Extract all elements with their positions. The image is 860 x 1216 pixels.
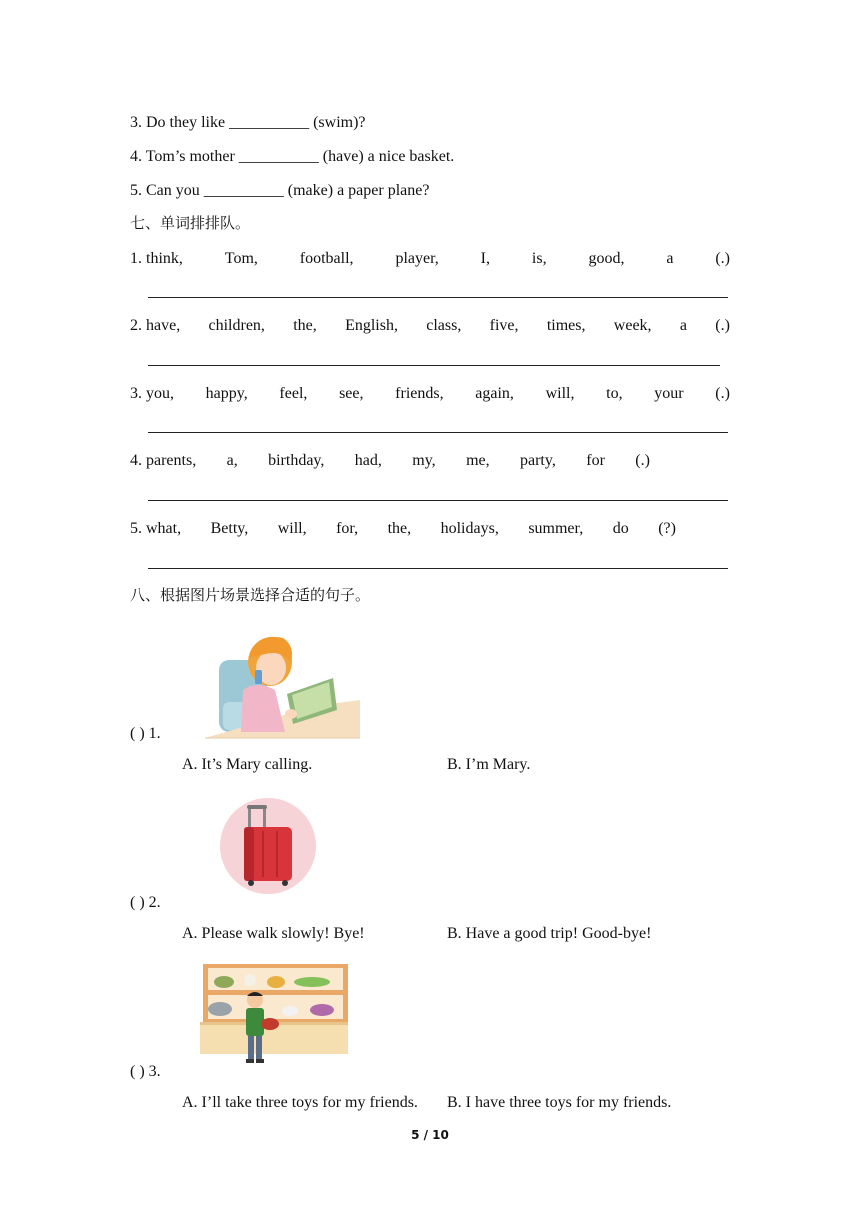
word: (.) [715,317,730,334]
word: 4. parents, [130,452,197,469]
word: to, [606,385,623,402]
word: Tom, [224,250,258,267]
word: again, [475,385,514,402]
word: (.) [715,385,730,402]
word: 1. think, [130,250,183,267]
word: party, [520,452,556,469]
word: football, [299,250,354,267]
word: English, [345,317,398,334]
word-order-item-4 [130,451,650,471]
red-suitcase-illustration [219,797,317,895]
word: will, [277,520,307,537]
word: me, [466,452,490,469]
word: a [666,250,674,267]
question-1-label: ( ) 1. [130,725,161,742]
word-order-item-2 [130,316,730,336]
word: class, [426,317,462,334]
word: birthday, [268,452,325,469]
word: times, [546,317,586,334]
word: see, [339,385,364,402]
word: 2. have, [130,317,181,334]
word: week, [613,317,652,334]
word: your [654,385,684,402]
question-2-label: ( ) 2. [130,894,161,911]
answer-line-3[interactable] [148,432,728,433]
answer-line-2[interactable] [148,365,720,366]
boy-at-toy-shop-illustration [200,962,350,1072]
word: 5. what, [130,520,182,537]
word: a [679,317,687,334]
word: feel, [279,385,308,402]
word-order-item-1 [130,249,730,269]
word: friends, [395,385,444,402]
word: (.) [635,452,650,469]
word: for, [336,520,359,537]
word: the, [293,317,317,334]
answer-line-5[interactable] [148,568,728,569]
word: (.) [715,250,730,267]
q2-option-b[interactable]: B. Have a good trip! Good-bye! [447,925,652,942]
word: the, [387,520,412,537]
question-3-label: ( ) 3. [130,1063,161,1080]
q1-option-a[interactable]: A. It’s Mary calling. [182,756,313,773]
girl-on-phone-illustration [205,632,360,740]
fill-blank-3: 3. Do they like __________ (swim)? [130,114,366,131]
answer-line-1[interactable] [148,297,728,298]
section-7-heading: 七、单词排排队。 [130,214,251,232]
word: for [586,452,605,469]
word: 3. you, [130,385,174,402]
word: is, [531,250,547,267]
fill-blank-4: 4. Tom’s mother __________ (have) a nice basket. [130,148,455,165]
word-order-item-5 [130,519,676,539]
word: children, [208,317,265,334]
word: will, [545,385,575,402]
word: a, [226,452,238,469]
word: my, [412,452,436,469]
section-8-heading: 八、根据图片场景选择合适的句子。 [130,586,371,604]
answer-line-4[interactable] [148,500,728,501]
q3-option-b[interactable]: B. I have three toys for my friends. [447,1094,672,1111]
word: had, [354,452,382,469]
word: (?) [658,520,676,537]
word: good, [588,250,625,267]
q2-option-a[interactable]: A. Please walk slowly! Bye! [182,925,365,942]
word: Betty, [210,520,249,537]
q3-option-a[interactable]: A. I’ll take three toys for my friends. [182,1094,418,1111]
page-number: 5 / 10 [411,1128,449,1142]
word-order-item-3 [130,384,730,404]
word: I, [480,250,490,267]
word: holidays, [440,520,499,537]
word: do [612,520,629,537]
word: happy, [205,385,248,402]
q1-option-b[interactable]: B. I’m Mary. [447,756,531,773]
word: summer, [528,520,584,537]
word: player, [395,250,439,267]
word: five, [489,317,519,334]
fill-blank-5: 5. Can you __________ (make) a paper plane? [130,182,430,199]
